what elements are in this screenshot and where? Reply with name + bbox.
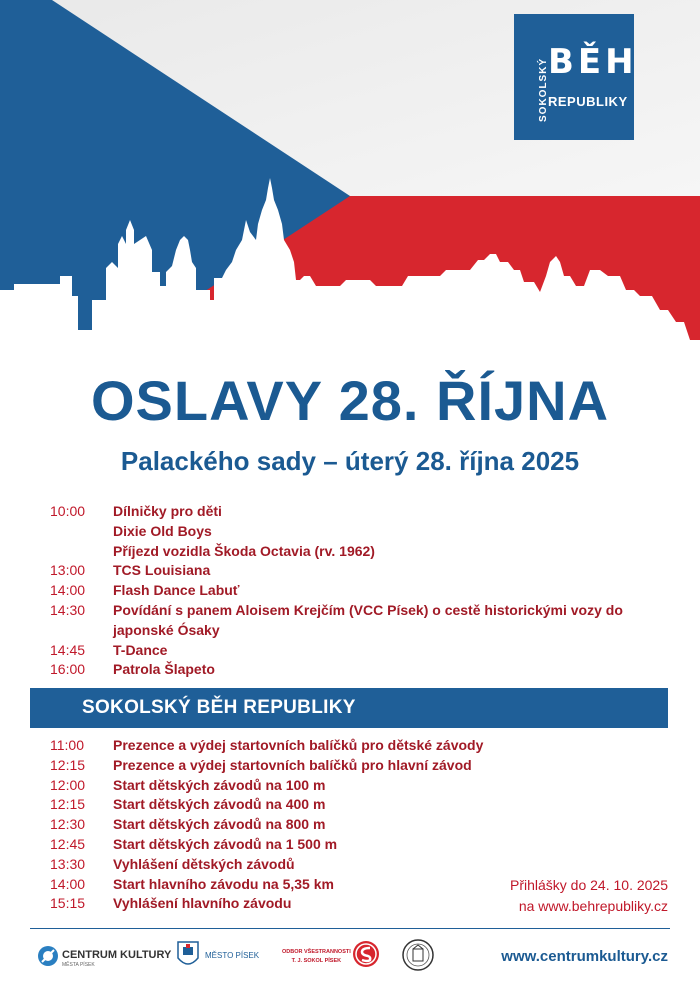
schedule-time: 10:00 xyxy=(50,503,86,519)
mesto-pisek-crest-icon xyxy=(176,940,200,970)
seal-emblem-icon xyxy=(402,939,434,971)
schedule-time: 14:45 xyxy=(50,641,86,658)
page-title: OSLAVY 28. ŘÍJNA xyxy=(90,369,610,432)
footer xyxy=(0,938,700,978)
schedule-time xyxy=(50,542,113,562)
schedule-row xyxy=(50,542,673,562)
schedule-time: 13:00 xyxy=(50,562,86,579)
schedule-time xyxy=(50,522,113,542)
race-time: 13:30 xyxy=(50,855,86,872)
race-time: 12:45 xyxy=(50,835,86,852)
race-activity: Start dětských závodů na 1 500 m xyxy=(113,835,338,852)
race-time: 14:00 xyxy=(50,875,86,892)
schedule-time: 14:00 xyxy=(50,582,86,599)
program-schedule xyxy=(50,502,673,680)
race-time: 12:00 xyxy=(50,776,86,793)
sokol-line2: T. J. SOKOL PÍSEK xyxy=(291,958,342,964)
schedule-activity: Povídání s panem Aloisem Krejčím (VCC Písek) o cestě historickými vozy do japonské Ósaky xyxy=(113,601,623,638)
race-activity: Start dětských závodů na 400 m xyxy=(113,796,326,813)
race-time: 12:15 xyxy=(50,756,86,773)
schedule-activity: Dixie Old Boys xyxy=(113,522,212,539)
schedule-activity: Příjezd vozidla Škoda Octavia (rv. 1962) xyxy=(113,542,375,559)
schedule-row xyxy=(50,660,673,680)
sokol-emblem-icon xyxy=(352,940,380,968)
page-subtitle: Palackého sady – úterý 28. října 2025 xyxy=(120,446,580,476)
race-activity: Vyhlášení hlavního závodu xyxy=(113,895,292,912)
schedule-activity: Patrola Šlapeto xyxy=(113,661,215,678)
centrum-kultury-label: CENTRUM KULTURY xyxy=(62,949,172,961)
race-activity: Prezence a výdej startovních balíčků pro dětské závody xyxy=(113,737,484,753)
schedule-row xyxy=(50,502,673,522)
registration-deadline: Přihlášky do 24. 10. 2025 xyxy=(510,877,668,893)
section-banner-label: SOKOLSKÝ BĚH REPUBLIKY xyxy=(82,697,356,718)
mesto-pisek-label: MĚSTO PÍSEK xyxy=(205,951,260,960)
section-banner xyxy=(30,688,668,728)
race-activity: Prezence a výdej startovních balíčků pro hlavní závod xyxy=(113,756,472,773)
schedule-row xyxy=(50,601,673,641)
logo-beh-text: BĚH xyxy=(548,42,638,82)
race-time: 15:15 xyxy=(50,895,86,912)
website-link[interactable]: www.centrumkultury.cz xyxy=(501,948,668,965)
schedule-activity: Dílničky pro děti xyxy=(113,503,222,519)
race-row xyxy=(50,756,673,776)
schedule-time: 16:00 xyxy=(50,661,86,678)
schedule-activity: TCS Louisiana xyxy=(113,562,211,579)
race-row xyxy=(50,795,673,815)
race-activity: Start hlavního závodu na 5,35 km xyxy=(113,875,334,892)
schedule-row xyxy=(50,522,673,542)
schedule-activity: T-Dance xyxy=(113,641,168,658)
centrum-kultury-sub: MĚSTA PÍSEK xyxy=(62,962,95,968)
schedule-time: 14:30 xyxy=(50,601,86,618)
race-time: 11:00 xyxy=(50,737,84,753)
race-activity: Vyhlášení dětských závodů xyxy=(113,855,295,872)
race-row xyxy=(50,736,673,756)
registration-note xyxy=(510,875,668,917)
registration-link[interactable]: na www.behrepubliky.cz xyxy=(518,898,668,914)
logo-sokolsky-text: SOKOLSKÝ xyxy=(538,57,549,122)
race-row xyxy=(50,835,673,855)
race-row xyxy=(50,855,673,875)
schedule-row xyxy=(50,561,673,581)
race-row xyxy=(50,776,673,796)
race-activity: Start dětských závodů na 800 m xyxy=(113,816,326,833)
centrum-kultury-logo-icon xyxy=(36,944,60,968)
logo-republiky-text: REPUBLIKY xyxy=(548,94,628,109)
race-row xyxy=(50,815,673,835)
schedule-row xyxy=(50,641,673,661)
race-activity: Start dětských závodů na 100 m xyxy=(113,776,326,793)
race-time: 12:30 xyxy=(50,816,86,833)
sokol-line1: ODBOR VŠESTRANNOSTI xyxy=(282,949,351,955)
sokol-pisek-label xyxy=(282,948,351,966)
schedule-row xyxy=(50,581,673,601)
race-time: 12:15 xyxy=(50,796,86,813)
footer-divider xyxy=(30,928,670,929)
schedule-activity: Flash Dance Labuť xyxy=(113,582,240,599)
sokolsky-beh-logo xyxy=(514,14,638,140)
